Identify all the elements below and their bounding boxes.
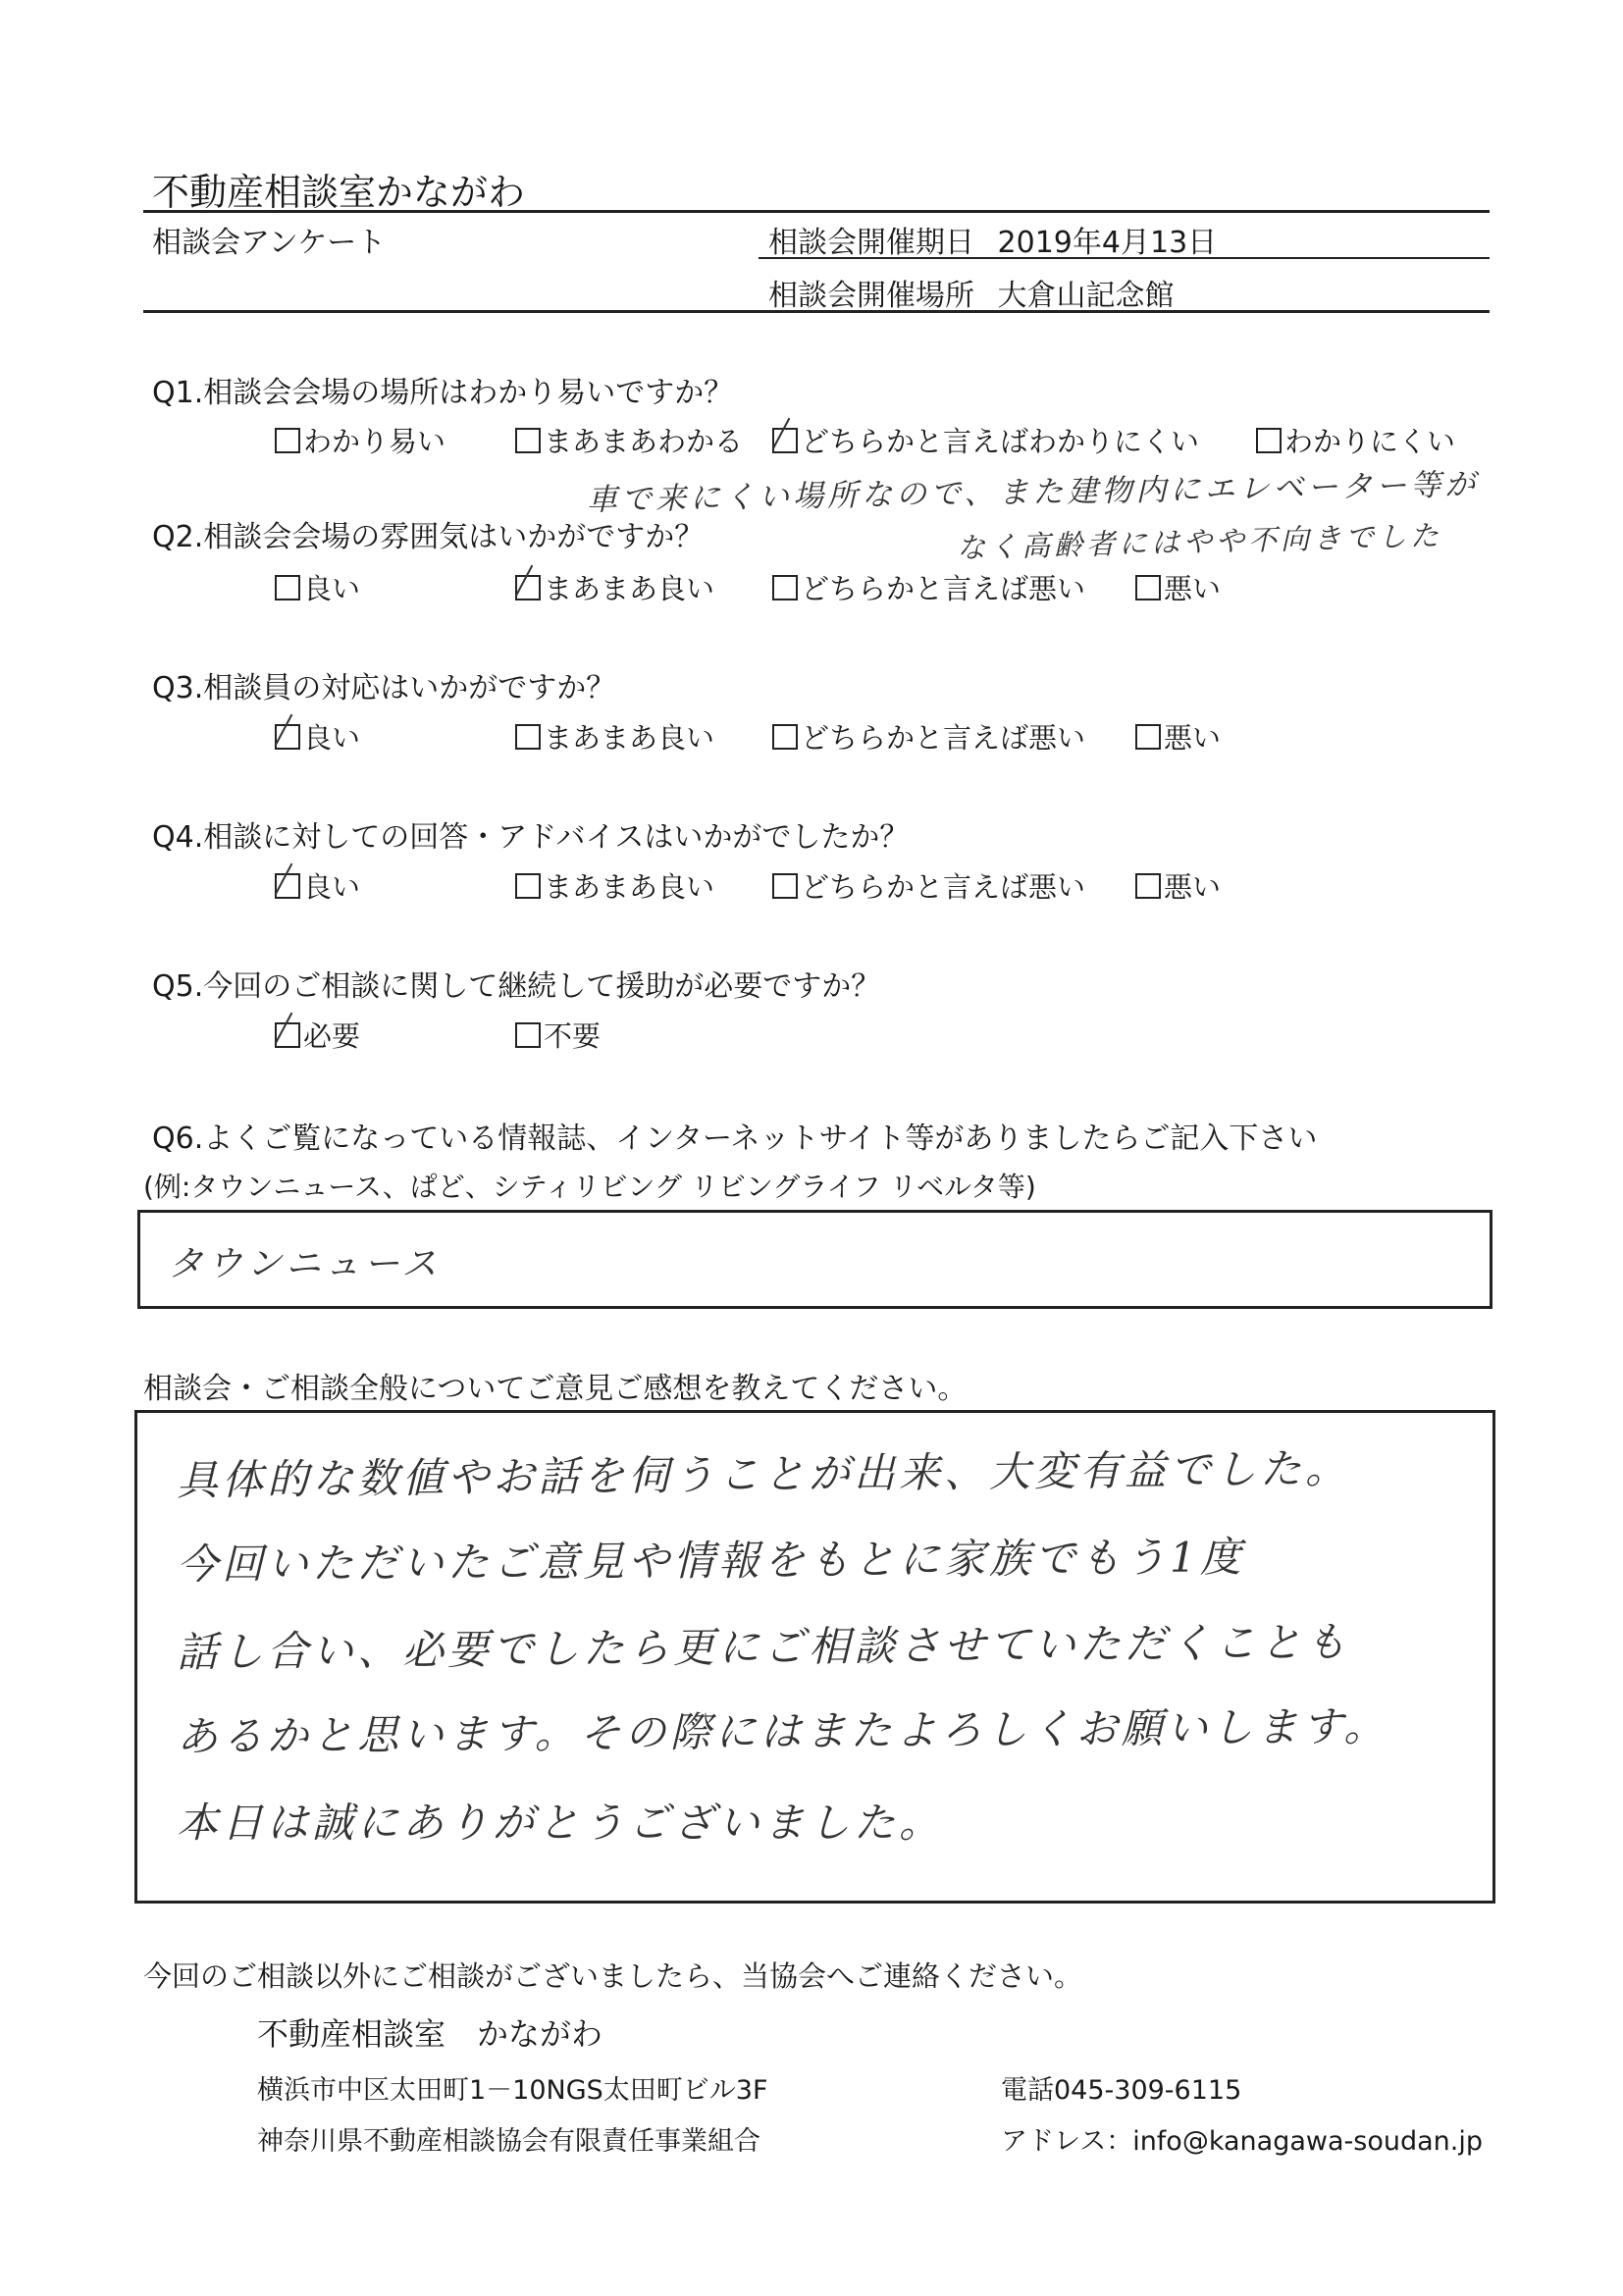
checkbox[interactable] xyxy=(1135,873,1161,899)
q2-option-3[interactable]: どちらかと言えば悪い xyxy=(772,567,1085,607)
comment-line-2: 今回いただいたご意見や情報をもとに家族でもう1度 xyxy=(176,1533,1245,1589)
q1-option-3-checked[interactable]: どちらかと言えばわかりにくい xyxy=(772,420,1199,460)
checkbox-checked[interactable] xyxy=(275,724,300,750)
checkbox[interactable] xyxy=(515,724,541,750)
q6-answer-box[interactable] xyxy=(137,1210,1492,1309)
question-1: Q1.相談会会場の場所はわかり易いですか？ xyxy=(152,376,734,410)
checkbox[interactable] xyxy=(772,873,798,899)
comment-line-4: あるかと思います。その際にはまたよろしくお願いします。 xyxy=(176,1701,1389,1761)
q4-option-3[interactable]: どちらかと言えば悪い xyxy=(772,865,1085,906)
question-6: Q6.よくご覧になっている情報誌、インターネットサイト等がありましたらご記入下さい xyxy=(152,1122,1318,1156)
q3-option-3[interactable]: どちらかと言えば悪い xyxy=(772,716,1085,757)
comments-box[interactable] xyxy=(134,1410,1495,1904)
checkbox[interactable] xyxy=(772,575,798,600)
checkbox[interactable] xyxy=(772,724,798,750)
q3-option-2[interactable]: まあまあ良い xyxy=(515,716,714,757)
question-3: Q3.相談員の対応はいかがですか？ xyxy=(152,671,616,705)
q4-option-2[interactable]: まあまあ良い xyxy=(515,865,714,906)
checkbox[interactable] xyxy=(515,873,541,899)
q3-option-4[interactable]: 悪い xyxy=(1135,716,1221,757)
footer-organization: 不動産相談室 かながわ xyxy=(257,2015,603,2053)
q1-handwritten-note-line2: なく高齢者にはやや不向きでした xyxy=(956,518,1443,565)
checkbox[interactable] xyxy=(515,428,541,453)
footer-association: 神奈川県不動産相談協会有限責任事業組合 xyxy=(257,2126,760,2157)
checkbox[interactable] xyxy=(275,428,300,453)
checkbox[interactable] xyxy=(1256,428,1282,453)
q6-handwritten-answer: タウンニュース xyxy=(168,1244,442,1284)
q3-option-1-checked[interactable]: 良い xyxy=(275,716,360,757)
header-divider xyxy=(143,210,1490,213)
q2-option-2-checked[interactable]: まあまあ良い xyxy=(515,567,714,607)
venue-underline xyxy=(143,310,1490,313)
q1-option-2[interactable]: まあまあわかる xyxy=(515,420,743,460)
q1-option-1[interactable]: わかり易い xyxy=(275,420,445,460)
q1-handwritten-note-line1: 車で来にくい場所なので、また建物内にエレベーター等が xyxy=(586,467,1480,518)
q4-option-4[interactable]: 悪い xyxy=(1135,865,1221,906)
checkbox-checked[interactable] xyxy=(275,873,300,899)
checkbox-checked[interactable] xyxy=(772,428,798,453)
q1-option-4[interactable]: わかりにくい xyxy=(1256,420,1455,460)
date-underline xyxy=(759,257,1490,259)
checkbox[interactable] xyxy=(275,575,300,600)
organization-title: 不動産相談室かながわ xyxy=(152,171,526,214)
question-2: Q2.相談会会場の雰囲気はいかがですか？ xyxy=(152,520,705,554)
q2-option-4[interactable]: 悪い xyxy=(1135,567,1221,607)
q2-option-1[interactable]: 良い xyxy=(275,567,360,607)
q5-option-2[interactable]: 不要 xyxy=(515,1015,601,1055)
comment-line-1: 具体的な数値やお話を伺うことが出来、大変有益でした。 xyxy=(176,1443,1351,1505)
footer-notice: 今回のご相談以外にご相談がございましたら、当協会へご連絡ください。 xyxy=(143,1959,1083,1993)
comment-line-5: 本日は誠にありがとうございました。 xyxy=(177,1799,945,1847)
question-6-example: (例:タウンニュース、ぱど、シティリビング リビングライフ リベルタ等) xyxy=(143,1171,1036,1203)
footer-phone: 電話045-309-6115 xyxy=(1001,2075,1242,2106)
q4-option-1-checked[interactable]: 良い xyxy=(275,865,360,906)
comment-line-3: 話し合い、必要でしたら更にご相談させていただくことも xyxy=(176,1617,1351,1677)
event-date-label: 相談会開催期日 xyxy=(768,226,974,260)
q5-option-1-checked[interactable]: 必要 xyxy=(275,1015,360,1055)
event-venue-value: 大倉山記念館 xyxy=(997,279,1175,313)
checkbox[interactable] xyxy=(1135,575,1161,600)
question-5: Q5.今回のご相談に関して継続して援助が必要ですか？ xyxy=(152,969,881,1004)
comments-label: 相談会・ご相談全般についてご意見ご感想を教えてください。 xyxy=(143,1372,968,1406)
checkbox-checked[interactable] xyxy=(275,1022,300,1048)
event-date-value: 2019年4月13日 xyxy=(997,226,1218,260)
event-venue xyxy=(768,271,1175,314)
event-date xyxy=(768,218,1217,261)
checkbox[interactable] xyxy=(1135,724,1161,750)
survey-title: 相談会アンケート xyxy=(152,226,387,260)
question-4: Q4.相談に対しての回答・アドバイスはいかがでしたか？ xyxy=(152,820,910,855)
checkbox-checked[interactable] xyxy=(515,575,541,600)
event-venue-label: 相談会開催場所 xyxy=(768,279,974,313)
footer-address: 横浜市中区太田町1－10NGS太田町ビル3F xyxy=(257,2075,768,2106)
footer-email[interactable]: アドレス：info@kanagawa-soudan.jp xyxy=(1001,2126,1483,2157)
checkbox[interactable] xyxy=(515,1022,541,1048)
